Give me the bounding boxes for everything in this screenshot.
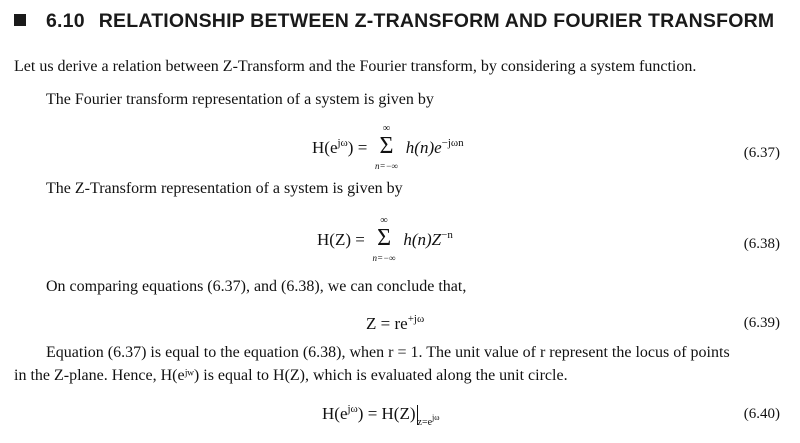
equation-6-37 — [312, 123, 464, 171]
conclusion-line-1: Equation (6.37) is equal to the equation (6.38), when r = 1. The unit value of r represent the locus of points — [46, 344, 730, 361]
equation-6-40: $H(e^{j\omega}) = H(Z)$ $_{z=e^{j\omega}}$ — [322, 403, 440, 428]
square-bullet-icon — [14, 14, 26, 26]
equation-number-6-39: (6.39) — [743, 315, 780, 331]
eq37-rhs: $h(n)e^{-j\omega n}$ — [405, 137, 464, 157]
section-title: RELATIONSHIP BETWEEN Z-TRANSFORM AND FOURIER TRANSFORM — [98, 10, 775, 32]
eq37-lhs: $H(e^{j\omega})$ = — [312, 137, 368, 157]
fourier-intro-text: The Fourier transform representation of a system is given by — [46, 91, 434, 108]
equation-6-39: $Z = re^{+j\omega}$ — [366, 313, 425, 333]
section-number: 6.10 — [46, 10, 85, 32]
section-heading — [14, 10, 774, 33]
eq38-rhs: $h(n)Z^{-n}$ — [403, 229, 453, 249]
equation-number-6-37: (6.37) — [743, 145, 780, 161]
intro-paragraph: Let us derive a relation between Z-Transform and the Fourier transform, by considering a system function. — [14, 58, 697, 75]
equation-6-38 — [317, 215, 453, 263]
summation-icon: ∞ Σ n=−∞ — [375, 123, 399, 171]
comparison-text: On comparing equations (6.37), and (6.38), we can conclude that, — [46, 278, 467, 295]
eq38-lhs: H(Z) = — [317, 230, 365, 249]
z-transform-intro-text: The Z-Transform representation of a system is given by — [46, 180, 403, 197]
equation-number-6-38: (6.38) — [743, 236, 780, 252]
equation-number-6-40: (6.40) — [743, 406, 780, 422]
conclusion-line-2: in the Z-plane. Hence, H(eʲʷ) is equal to H(Z), which is evaluated along the unit circle. — [14, 367, 568, 384]
summation-icon: ∞ Σ n=−∞ — [372, 215, 396, 263]
